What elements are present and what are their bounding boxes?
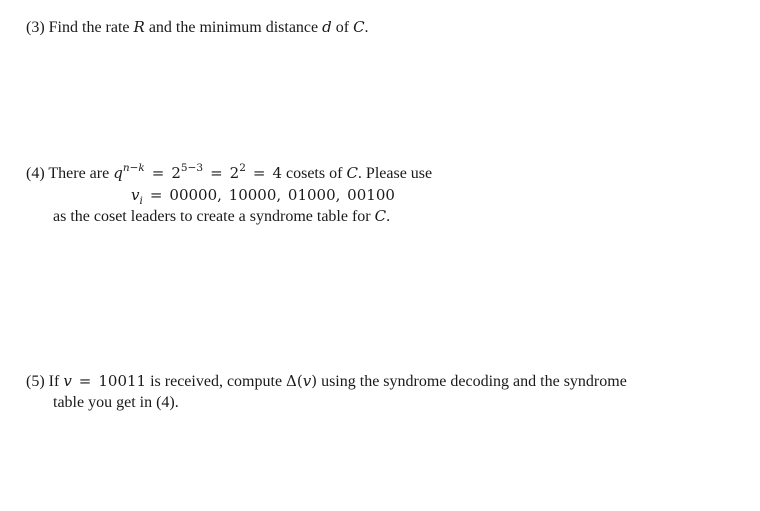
- question-3-period: .: [364, 19, 369, 36]
- exponent-2: 2: [239, 162, 246, 174]
- distance-symbol: d: [322, 18, 332, 36]
- exponent-n-minus-k: n−k: [122, 162, 145, 174]
- question-4-number: (4): [26, 165, 45, 182]
- equals-sign-2: =: [210, 164, 223, 182]
- question-5-text-2: is received, compute: [150, 373, 283, 390]
- question-3-text-3: of: [335, 19, 350, 36]
- equals-sign-5: =: [78, 372, 92, 390]
- q-symbol: q: [113, 164, 123, 182]
- base-two-2: 2: [229, 164, 240, 182]
- question-5-text-3: using the syndrome decoding and the syndrome: [321, 373, 627, 390]
- subscript-i: i: [139, 195, 143, 207]
- equals-sign-4: =: [149, 186, 163, 204]
- question-5-line-2: [53, 393, 179, 413]
- question-5-line-1: [26, 371, 627, 392]
- question-4-text-4: as the coset leaders to create a syndrome table for: [53, 208, 371, 225]
- code-symbol: C: [374, 207, 387, 225]
- question-5-text-4: table you get in (4).: [53, 394, 179, 411]
- coset-leaders-equation: [131, 185, 395, 206]
- received-vector: 10011: [98, 372, 147, 390]
- delta-open: Δ(: [286, 372, 303, 390]
- equals-sign-3: =: [252, 164, 266, 182]
- question-5-text-1: If: [48, 373, 60, 390]
- question-3-text-2: and the minimum distance: [148, 19, 319, 36]
- code-symbol: C: [346, 164, 358, 182]
- delta-close: ): [311, 372, 318, 390]
- v-symbol: v: [131, 186, 140, 204]
- v-symbol-arg: v: [302, 372, 312, 390]
- code-symbol: C: [353, 18, 365, 36]
- question-4-text-2: cosets of: [286, 165, 343, 182]
- v-symbol: v: [63, 372, 72, 390]
- coset-count: 4: [272, 164, 282, 182]
- rate-symbol: R: [133, 18, 145, 36]
- equals-sign-1: =: [151, 164, 165, 182]
- question-4-text-3: . Please use: [357, 165, 433, 182]
- question-3-text-1: Find the rate: [48, 19, 130, 36]
- question-4-text-1: There are: [48, 165, 110, 182]
- question-4-line-1: [26, 163, 432, 184]
- question-5-number: (5): [26, 373, 45, 390]
- base-two-1: 2: [171, 164, 181, 182]
- question-4-line-3: [53, 206, 390, 227]
- question-4-period: .: [386, 208, 391, 225]
- question-3-number: (3): [26, 19, 45, 36]
- coset-leaders-list: 00000, 10000, 01000, 00100: [169, 186, 395, 204]
- question-3: [26, 17, 369, 38]
- exponent-5-minus-3: 5−3: [180, 162, 204, 174]
